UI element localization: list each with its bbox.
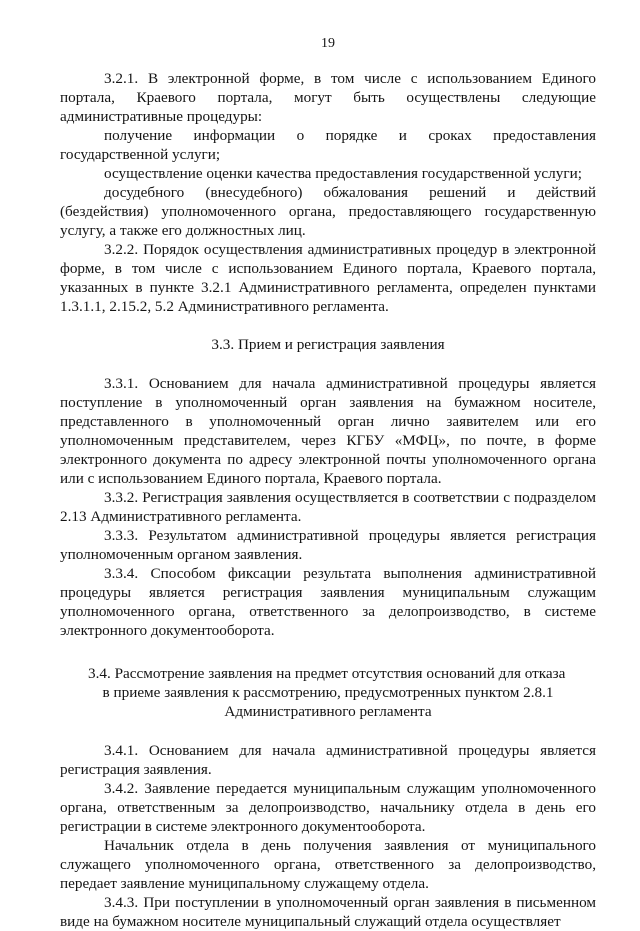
list-item-appeal: досудебного (внесудебного) обжалования решений и действий (бездействия) уполномоченного органа, предоставляющего государственную услугу, а также его должностных лиц. xyxy=(60,184,596,239)
paragraph-3-2-2: 3.2.2. Порядок осуществления административных процедур в электронной форме, в том числе с использованием Единого портала, Краевого портала, указанных в пункте 3.2.1 Административного регламента, определен пунктами 1.3.1.1, 2.15.2, 5.2 Административного регламента. xyxy=(60,241,596,315)
section-heading-3-4 xyxy=(60,664,596,721)
paragraph-department-head: Начальник отдела в день получения заявления от муниципального служащего уполномоченного органа, ответственного за делопроизводство, передает заявление муниципальному служащему отдела. xyxy=(60,837,596,892)
list-item-info: получение информации о порядке и сроках предоставления государственной услуги; xyxy=(60,127,596,163)
paragraph-3-3-1: 3.3.1. Основанием для начала административной процедуры является поступление в уполномоченный орган заявления на бумажном носителе, представленного в уполномоченный орган лично заявителем или его уполномоченным представителем, через КГБУ «МФЦ», по почте, в форме электронного документа по адресу электронной почты уполномоченного органа или с использованием Единого портала, Краевого портала. xyxy=(60,375,596,487)
paragraph-3-3-2: 3.3.2. Регистрация заявления осуществляется в соответствии с подразделом 2.13 Административного регламента. xyxy=(60,489,596,525)
section-heading-3-4-line3: Административного регламента xyxy=(224,703,432,720)
paragraph-3-4-1: 3.4.1. Основанием для начала административной процедуры является регистрация заявления. xyxy=(60,742,596,778)
paragraph-3-4-2: 3.4.2. Заявление передается муниципальным служащим уполномоченного органа, ответственным за делопроизводство, начальнику отдела в день его регистрации в системе электронного документооборота. xyxy=(60,780,596,835)
list-item-quality: осуществление оценки качества предоставления государственной услуги; xyxy=(104,165,582,182)
paragraph-3-3-4: 3.3.4. Способом фиксации результата выполнения административной процедуры является регистрация заявления муниципальным служащим уполномоченного органа, ответственного за делопроизводство, в системе электронного документооборота. xyxy=(60,565,596,639)
page-number: 19 xyxy=(321,36,335,51)
section-heading-3-3: 3.3. Прием и регистрация заявления xyxy=(211,336,445,353)
paragraph-3-3-3: 3.3.3. Результатом административной процедуры является регистрация уполномоченным органом заявления. xyxy=(60,527,596,563)
paragraph-3-2-1: 3.2.1. В электронной форме, в том числе с использованием Единого портала, Краевого портала, могут быть осуществлены следующие административные процедуры: xyxy=(60,70,596,125)
paragraph-3-4-3: 3.4.3. При поступлении в уполномоченный орган заявления в письменном виде на бумажном носителе муниципальный служащий отдела осуществляет xyxy=(60,894,596,930)
section-heading-3-4-line2: в приеме заявления к рассмотрению, предусмотренных пунктом 2.8.1 xyxy=(102,684,554,701)
section-heading-3-4-line1: 3.4. Рассмотрение заявления на предмет отсутствия оснований для отказа xyxy=(88,665,566,682)
